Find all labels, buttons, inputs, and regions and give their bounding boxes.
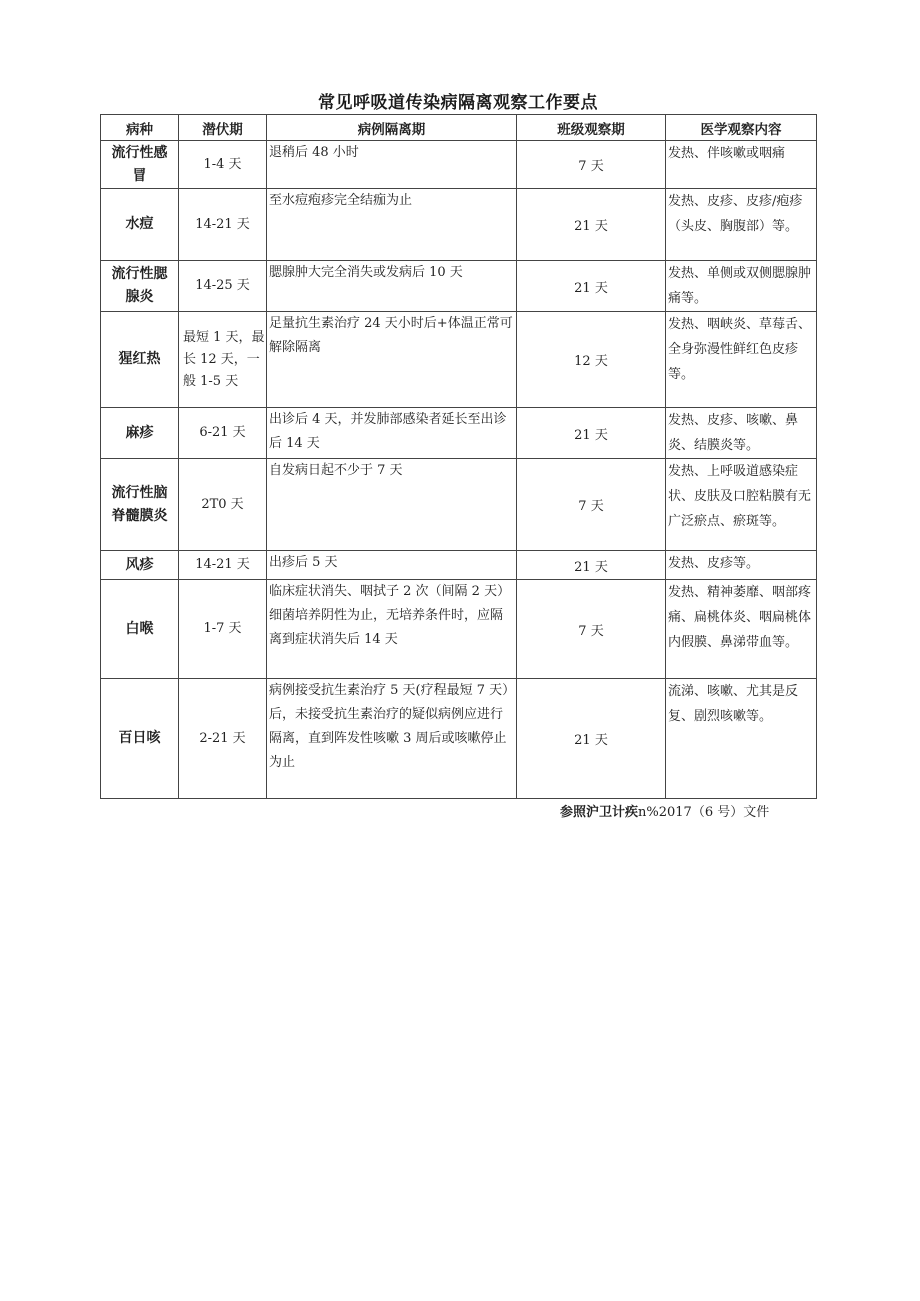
incubation-cell: 1-7 天 [179, 580, 267, 679]
incubation-cell: 14-25 天 [179, 261, 267, 312]
table-row [101, 312, 817, 408]
medical-observation-cell: 发热、伴咳嗽或咽痛 [666, 141, 817, 189]
reference-footnote [560, 801, 769, 820]
class-observation-cell: 12 天 [517, 312, 666, 408]
table-header-row [101, 115, 817, 141]
table-row [101, 408, 817, 459]
isolation-cell: 自发病日起不少于 7 天 [267, 459, 517, 551]
disease-cell: 猩红热 [101, 312, 179, 408]
isolation-cell: 足量抗生素治疗 24 天小时后+体温正常可解除隔离 [267, 312, 517, 408]
header-incubation: 潜伏期 [179, 115, 267, 141]
incubation-cell: 14-21 天 [179, 551, 267, 580]
table-row [101, 189, 817, 261]
class-observation-cell: 7 天 [517, 459, 666, 551]
isolation-cell: 临床症状消失、咽拭子 2 次（间隔 2 天）细菌培养阴性为止，无培养条件时，应隔离到症状消失后 14 天 [267, 580, 517, 679]
incubation-cell: 14-21 天 [179, 189, 267, 261]
table-row [101, 551, 817, 580]
medical-observation-cell: 发热、单侧或双侧腮腺肿痛等。 [666, 261, 817, 312]
table-row [101, 141, 817, 189]
disease-cell: 麻疹 [101, 408, 179, 459]
disease-cell: 流行性脑脊髓膜炎 [101, 459, 179, 551]
table-row [101, 679, 817, 799]
disease-cell: 百日咳 [101, 679, 179, 799]
class-observation-cell: 21 天 [517, 551, 666, 580]
isolation-cell: 至水痘疱疹完全结痂为止 [267, 189, 517, 261]
medical-observation-cell: 发热、皮疹、皮疹/疱疹（头皮、胸腹部）等。 [666, 189, 817, 261]
isolation-cell: 出诊后 4 天，并发肺部感染者延长至出诊后 14 天 [267, 408, 517, 459]
header-disease: 病种 [101, 115, 179, 141]
table-row [101, 261, 817, 312]
isolation-cell: 出疹后 5 天 [267, 551, 517, 580]
footnote-prefix: 参照沪卫计疾 [560, 805, 639, 820]
isolation-cell: 退稍后 48 小时 [267, 141, 517, 189]
header-isolation: 病例隔离期 [267, 115, 517, 141]
table-row [101, 580, 817, 679]
header-class-observation: 班级观察期 [517, 115, 666, 141]
medical-observation-cell: 发热、上呼吸道感染症状、皮肤及口腔粘膜有无广泛瘀点、瘀斑等。 [666, 459, 817, 551]
class-observation-cell: 7 天 [517, 141, 666, 189]
incubation-cell: 1-4 天 [179, 141, 267, 189]
class-observation-cell: 21 天 [517, 189, 666, 261]
class-observation-cell: 7 天 [517, 580, 666, 679]
medical-observation-cell: 发热、精神萎靡、咽部疼痛、扁桃体炎、咽扁桃体内假膜、鼻涕带血等。 [666, 580, 817, 679]
medical-observation-cell: 发热、咽峡炎、草莓舌、全身弥漫性鲜红色皮疹等。 [666, 312, 817, 408]
isolation-cell: 病例接受抗生素治疗 5 天(疗程最短 7 天）后，未接受抗生素治疗的疑似病例应进行隔离，直到阵发性咳嗽 3 周后或咳嗽停止为止 [267, 679, 517, 799]
disease-cell: 风疹 [101, 551, 179, 580]
disease-cell: 流行性腮腺炎 [101, 261, 179, 312]
incubation-cell: 2-21 天 [179, 679, 267, 799]
medical-observation-cell: 发热、皮疹、咳嗽、鼻炎、结膜炎等。 [666, 408, 817, 459]
medical-observation-cell: 流涕、咳嗽、尤其是反复、剧烈咳嗽等。 [666, 679, 817, 799]
disease-cell: 水痘 [101, 189, 179, 261]
class-observation-cell: 21 天 [517, 679, 666, 799]
incubation-cell: 最短 1 天，最长 12 天，一般 1-5 天 [179, 312, 267, 408]
class-observation-cell: 21 天 [517, 408, 666, 459]
document-title: 常见呼吸道传染病隔离观察工作要点 [318, 93, 598, 113]
disease-cell: 流行性感冒 [101, 141, 179, 189]
class-observation-cell: 21 天 [517, 261, 666, 312]
header-medical-observation: 医学观察内容 [666, 115, 817, 141]
footnote-suffix: n%2017（6 号）文件 [638, 805, 770, 820]
disease-cell: 白喉 [101, 580, 179, 679]
isolation-table [100, 114, 817, 799]
incubation-cell: 6-21 天 [179, 408, 267, 459]
incubation-cell: 2T0 天 [179, 459, 267, 551]
isolation-cell: 腮腺肿大完全消失或发病后 10 天 [267, 261, 517, 312]
table-row [101, 459, 817, 551]
medical-observation-cell: 发热、皮疹等。 [666, 551, 817, 580]
